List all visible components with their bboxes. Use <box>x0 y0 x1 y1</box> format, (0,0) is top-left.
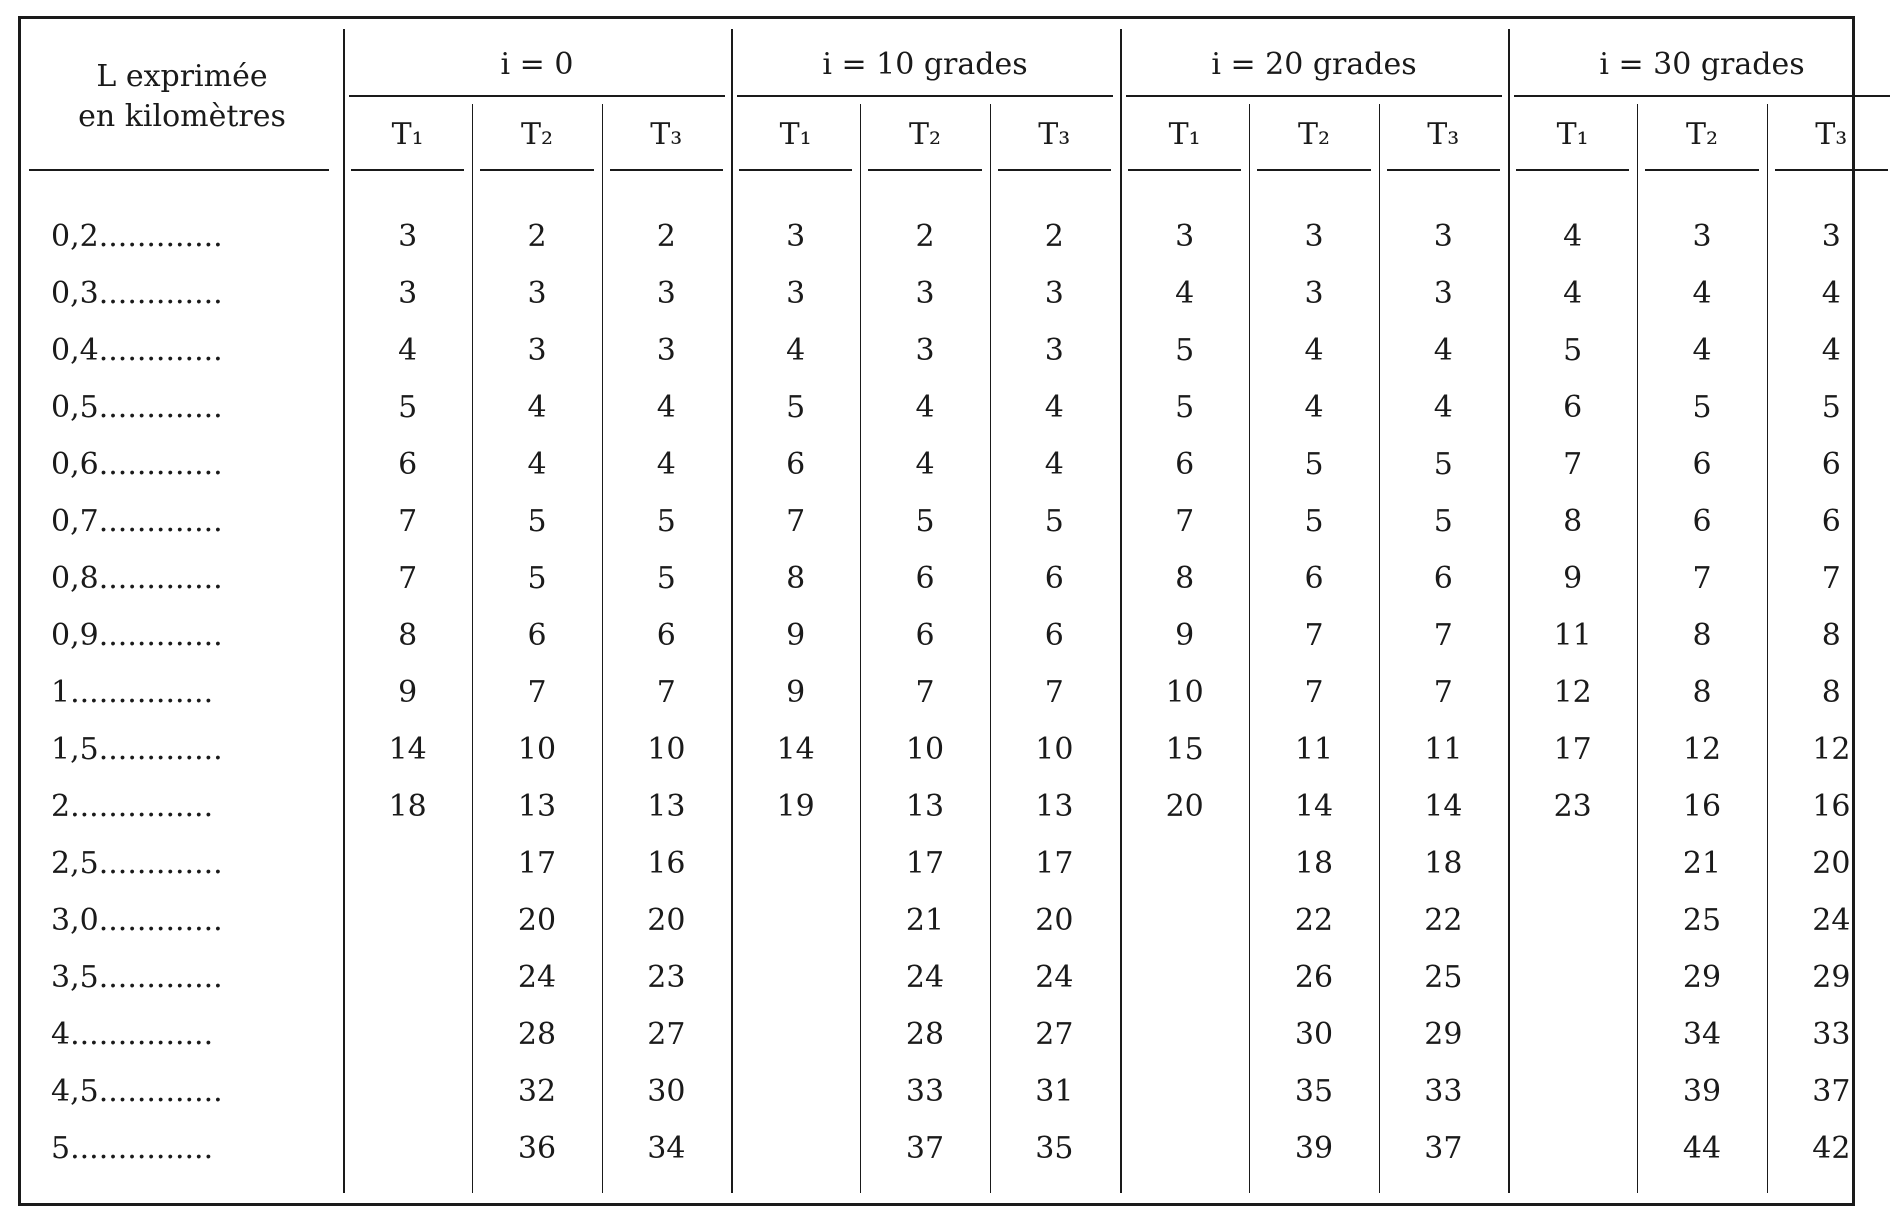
table-cell: 3 <box>656 276 676 311</box>
table-cell: 3 <box>1433 276 1453 311</box>
table-cell: 37 <box>1424 1131 1463 1166</box>
table-cell: 9 <box>786 618 806 653</box>
table-cell: 14 <box>1424 789 1463 824</box>
table-cell: 3 <box>1304 276 1324 311</box>
table-cell: 30 <box>1294 1017 1334 1052</box>
table-cell: 3 <box>398 219 418 254</box>
table-cell: 34 <box>1682 1017 1722 1052</box>
row-label-16: 5............... <box>51 1131 214 1166</box>
table-cell: 19 <box>776 789 815 824</box>
table-cell: 29 <box>1682 960 1722 995</box>
table-cell: 7 <box>527 675 547 710</box>
subheader-rule <box>1516 169 1629 171</box>
row-header-line1: L exprimée <box>96 59 268 94</box>
table-cell: 11 <box>1294 732 1334 767</box>
table-cell: 37 <box>905 1131 945 1166</box>
table-cell: 9 <box>1175 618 1195 653</box>
table-cell: 34 <box>647 1131 686 1166</box>
row-label-10: 2............... <box>51 789 214 824</box>
table-cell: 7 <box>786 504 806 539</box>
group-divider <box>1120 29 1122 1193</box>
table-cell: 4 <box>1821 333 1841 368</box>
subcolumn-divider <box>1249 104 1250 1193</box>
table-cell: 4 <box>398 333 418 368</box>
table-cell: 7 <box>1304 618 1324 653</box>
table-cell: 39 <box>1682 1074 1722 1109</box>
table-cell: 5 <box>398 390 418 425</box>
table-cell: 3 <box>1044 276 1064 311</box>
table-cell: 6 <box>398 447 418 482</box>
table-cell: 4 <box>915 447 935 482</box>
table-cell: 7 <box>1433 618 1453 653</box>
table-cell: 3 <box>786 219 806 254</box>
row-label-11: 2,5............. <box>51 846 223 881</box>
table-cell: 6 <box>1821 504 1841 539</box>
table-cell: 6 <box>915 618 935 653</box>
subheader-rule <box>351 169 464 171</box>
table-cell: 7 <box>1433 675 1453 710</box>
table-cell: 20 <box>1165 789 1204 824</box>
table-cell: 17 <box>1553 732 1592 767</box>
table-cell: 13 <box>517 789 557 824</box>
table-cell: 6 <box>1821 447 1841 482</box>
table-frame <box>18 16 1855 1206</box>
table-cell: 2 <box>656 219 676 254</box>
table-cell: 4 <box>1044 447 1064 482</box>
table-cell: 6 <box>1433 561 1453 596</box>
table-cell: 4 <box>1821 276 1841 311</box>
row-label-13: 3,5............. <box>51 960 223 995</box>
table-cell: 2 <box>915 219 935 254</box>
row-label-8: 1............... <box>51 675 214 710</box>
table-cell: 10 <box>905 732 945 767</box>
subcolumn-divider <box>860 104 861 1193</box>
table-cell: 14 <box>776 732 815 767</box>
table-cell: 24 <box>517 960 557 995</box>
table-cell: 27 <box>647 1017 686 1052</box>
subheader-3-0: T₁ <box>1556 117 1589 152</box>
table-cell: 6 <box>915 561 935 596</box>
table-cell: 3 <box>1433 219 1453 254</box>
table-cell: 4 <box>1563 219 1583 254</box>
table-cell: 8 <box>1821 675 1841 710</box>
table-cell: 12 <box>1553 675 1592 710</box>
table-cell: 29 <box>1424 1017 1463 1052</box>
table-cell: 33 <box>905 1074 945 1109</box>
subheader-rule <box>480 169 593 171</box>
table-cell: 21 <box>905 903 945 938</box>
table-cell: 13 <box>905 789 945 824</box>
table-cell: 8 <box>398 618 418 653</box>
subcolumn-divider <box>1637 104 1638 1193</box>
table-cell: 30 <box>647 1074 686 1109</box>
row-label-15: 4,5............. <box>51 1074 223 1109</box>
table-cell: 39 <box>1294 1131 1334 1166</box>
subheader-2-0: T₁ <box>1168 117 1201 152</box>
table-cell: 9 <box>1563 561 1583 596</box>
table-cell: 7 <box>398 504 418 539</box>
table-cell: 4 <box>527 390 547 425</box>
table-cell: 7 <box>1821 561 1841 596</box>
subheader-rule <box>1775 169 1888 171</box>
group-divider <box>1508 29 1510 1193</box>
table-cell: 10 <box>1165 675 1204 710</box>
subheader-1-1: T₂ <box>908 117 942 152</box>
group-label-2: i = 20 grades <box>1211 47 1417 82</box>
table-cell: 13 <box>647 789 686 824</box>
table-cell: 9 <box>786 675 806 710</box>
table-cell: 8 <box>1563 504 1583 539</box>
table-cell: 20 <box>647 903 686 938</box>
table-cell: 44 <box>1682 1131 1722 1166</box>
table-cell: 25 <box>1424 960 1463 995</box>
group-rule <box>1514 95 1890 97</box>
row-label-7: 0,9............. <box>51 618 223 653</box>
table-cell: 8 <box>1821 618 1841 653</box>
subheader-rule <box>1387 169 1500 171</box>
group-label-3: i = 30 grades <box>1599 47 1805 82</box>
subheader-rule <box>1645 169 1758 171</box>
table-cell: 3 <box>915 276 935 311</box>
table-cell: 35 <box>1294 1074 1334 1109</box>
group-rule <box>349 95 725 97</box>
table-cell: 7 <box>1175 504 1195 539</box>
table-cell: 5 <box>1433 447 1453 482</box>
table-cell: 14 <box>1294 789 1334 824</box>
table-cell: 32 <box>517 1074 557 1109</box>
table-cell: 7 <box>915 675 935 710</box>
table-cell: 5 <box>656 504 676 539</box>
subheader-rule <box>1257 169 1370 171</box>
table-cell: 7 <box>398 561 418 596</box>
table-cell: 10 <box>1035 732 1074 767</box>
table-cell: 16 <box>647 846 686 881</box>
table-cell: 5 <box>1433 504 1453 539</box>
table-cell: 5 <box>1821 390 1841 425</box>
subheader-2-2: T₃ <box>1427 117 1460 152</box>
row-label-1: 0,3............. <box>51 276 223 311</box>
table-cell: 3 <box>915 333 935 368</box>
row-header-line2: en kilomètres <box>78 99 286 134</box>
table-cell: 28 <box>905 1017 945 1052</box>
table-cell: 5 <box>1175 333 1195 368</box>
table-cell: 2 <box>527 219 547 254</box>
table-cell: 7 <box>1692 561 1712 596</box>
table-cell: 20 <box>1035 903 1074 938</box>
table-cell: 23 <box>1553 789 1592 824</box>
row-label-4: 0,6............. <box>51 447 223 482</box>
group-label-1: i = 10 grades <box>822 47 1028 82</box>
table-cell: 4 <box>527 447 547 482</box>
table-cell: 2 <box>1044 219 1064 254</box>
row-header <box>21 57 343 137</box>
table-cell: 4 <box>1433 333 1453 368</box>
table-cell: 24 <box>905 960 945 995</box>
table-cell: 5 <box>915 504 935 539</box>
table-cell: 16 <box>1812 789 1851 824</box>
table-cell: 20 <box>517 903 557 938</box>
table-cell: 3 <box>1175 219 1195 254</box>
table-cell: 6 <box>1175 447 1195 482</box>
table-cell: 4 <box>1044 390 1064 425</box>
table-cell: 26 <box>1294 960 1334 995</box>
table-cell: 11 <box>1424 732 1463 767</box>
table-cell: 5 <box>1175 390 1195 425</box>
table-cell: 24 <box>1812 903 1851 938</box>
subheader-rule <box>998 169 1111 171</box>
subcolumn-divider <box>472 104 473 1193</box>
group-rule <box>737 95 1113 97</box>
table-cell: 6 <box>1304 561 1324 596</box>
table-cell: 6 <box>1692 504 1712 539</box>
table-cell: 35 <box>1035 1131 1074 1166</box>
table-cell: 15 <box>1165 732 1204 767</box>
table-cell: 8 <box>1175 561 1195 596</box>
subheader-0-2: T₃ <box>650 117 683 152</box>
table-cell: 5 <box>1304 447 1324 482</box>
table-cell: 3 <box>527 333 547 368</box>
table-cell: 5 <box>786 390 806 425</box>
table-cell: 5 <box>1044 504 1064 539</box>
table-cell: 33 <box>1812 1017 1851 1052</box>
table-cell: 12 <box>1682 732 1722 767</box>
table-cell: 7 <box>1563 447 1583 482</box>
table-cell: 4 <box>1304 333 1324 368</box>
table-cell: 5 <box>1304 504 1324 539</box>
table-cell: 6 <box>1692 447 1712 482</box>
table-cell: 7 <box>1304 675 1324 710</box>
table-cell: 3 <box>398 276 418 311</box>
subheader-1-2: T₃ <box>1038 117 1071 152</box>
table-cell: 4 <box>1304 390 1324 425</box>
subheader-0-0: T₁ <box>391 117 424 152</box>
table-cell: 6 <box>656 618 676 653</box>
table-cell: 4 <box>786 333 806 368</box>
table-cell: 3 <box>1304 219 1324 254</box>
row-label-0: 0,2............. <box>51 219 223 254</box>
table-cell: 5 <box>1692 390 1712 425</box>
subheader-rule <box>610 169 723 171</box>
table-cell: 6 <box>1563 390 1583 425</box>
group-label-0: i = 0 <box>500 47 574 82</box>
table-cell: 5 <box>656 561 676 596</box>
group-rule <box>1126 95 1502 97</box>
table-cell: 3 <box>1821 219 1841 254</box>
table-cell: 4 <box>1433 390 1453 425</box>
subheader-0-1: T₂ <box>520 117 554 152</box>
row-label-14: 4............... <box>51 1017 214 1052</box>
subheader-rule <box>1128 169 1241 171</box>
table-cell: 33 <box>1424 1074 1463 1109</box>
table-cell: 13 <box>1035 789 1074 824</box>
subcolumn-divider <box>602 104 603 1193</box>
table-cell: 23 <box>647 960 686 995</box>
subheader-3-2: T₃ <box>1815 117 1848 152</box>
table-cell: 5 <box>527 561 547 596</box>
table-cell: 4 <box>1563 276 1583 311</box>
table-cell: 10 <box>517 732 557 767</box>
table-cell: 21 <box>1682 846 1722 881</box>
table-cell: 9 <box>398 675 418 710</box>
table-cell: 8 <box>1692 618 1712 653</box>
table-cell: 4 <box>1692 333 1712 368</box>
table-cell: 6 <box>527 618 547 653</box>
group-divider <box>731 29 733 1193</box>
table-cell: 4 <box>1692 276 1712 311</box>
table-cell: 3 <box>1692 219 1712 254</box>
table-cell: 37 <box>1812 1074 1851 1109</box>
table-cell: 18 <box>1294 846 1334 881</box>
row-label-2: 0,4............. <box>51 333 223 368</box>
table-cell: 25 <box>1682 903 1722 938</box>
table-cell: 4 <box>656 447 676 482</box>
row-label-9: 1,5............. <box>51 732 223 767</box>
table-cell: 3 <box>527 276 547 311</box>
subcolumn-divider <box>1379 104 1380 1193</box>
table-cell: 6 <box>1044 561 1064 596</box>
table-cell: 4 <box>656 390 676 425</box>
subheader-2-1: T₂ <box>1297 117 1331 152</box>
table-cell: 18 <box>1424 846 1463 881</box>
table-cell: 14 <box>388 732 427 767</box>
table-cell: 17 <box>1035 846 1074 881</box>
table-cell: 36 <box>517 1131 557 1166</box>
table-cell: 18 <box>388 789 427 824</box>
subheader-3-1: T₂ <box>1685 117 1719 152</box>
table-cell: 7 <box>1044 675 1064 710</box>
row-label-3: 0,5............. <box>51 390 223 425</box>
table-cell: 4 <box>915 390 935 425</box>
subheader-rule <box>868 169 981 171</box>
table-cell: 4 <box>1175 276 1195 311</box>
subcolumn-divider <box>1767 104 1768 1193</box>
table-cell: 5 <box>1563 333 1583 368</box>
table-cell: 11 <box>1553 618 1592 653</box>
subcolumn-divider <box>990 104 991 1193</box>
row-label-5: 0,7............. <box>51 504 223 539</box>
table-cell: 29 <box>1812 960 1851 995</box>
table-cell: 8 <box>1692 675 1712 710</box>
table-cell: 22 <box>1424 903 1463 938</box>
table-cell: 6 <box>786 447 806 482</box>
row-label-6: 0,8............. <box>51 561 223 596</box>
row-header-rule <box>29 169 329 171</box>
subheader-rule <box>739 169 852 171</box>
table-cell: 3 <box>1044 333 1064 368</box>
table-cell: 42 <box>1812 1131 1851 1166</box>
table-cell: 10 <box>647 732 686 767</box>
table-cell: 17 <box>905 846 945 881</box>
subheader-1-0: T₁ <box>779 117 812 152</box>
table-cell: 17 <box>517 846 557 881</box>
table-cell: 27 <box>1035 1017 1074 1052</box>
table-cell: 28 <box>517 1017 557 1052</box>
table-cell: 12 <box>1812 732 1851 767</box>
table-cell: 3 <box>786 276 806 311</box>
table-cell: 24 <box>1035 960 1074 995</box>
table-cell: 7 <box>656 675 676 710</box>
table-cell: 3 <box>656 333 676 368</box>
table-cell: 16 <box>1682 789 1722 824</box>
table-cell: 20 <box>1812 846 1851 881</box>
table-cell: 22 <box>1294 903 1334 938</box>
table-cell: 5 <box>527 504 547 539</box>
table-cell: 6 <box>1044 618 1064 653</box>
row-label-12: 3,0............. <box>51 903 223 938</box>
table-cell: 8 <box>786 561 806 596</box>
table-cell: 31 <box>1035 1074 1074 1109</box>
